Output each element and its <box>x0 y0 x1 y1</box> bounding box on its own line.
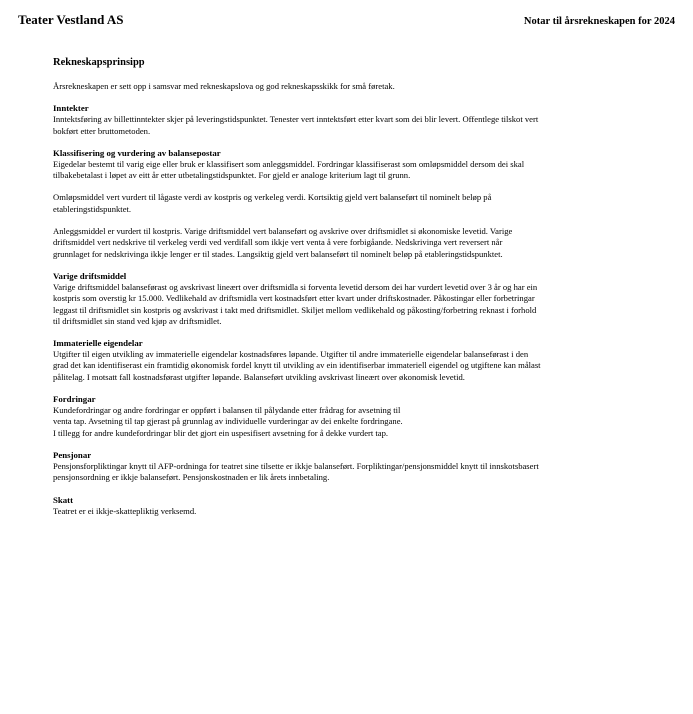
section-heading: Varige driftsmiddel <box>53 270 127 281</box>
company-name: Teater Vestland AS <box>18 12 124 27</box>
section-paragraph: Kundefordringar og andre fordringar er oppført i balansen til pålydande etter frådrag for avsetning til venta tap. Avsetning til tap gjerast på grunnlag av individuelle vurderingar av dei enkelte fordringane. I tillegg for andre kundefordringar blir det gjort ein uspesifisert avsetning for å dekke vurdert tap. <box>53 405 403 438</box>
section-inntekter <box>53 103 633 137</box>
section-heading: Fordringar <box>53 394 96 405</box>
section-paragraph: Inntektsføring av billettinntekter skjer på leveringstidspunktet. Tenester vert inntektsført etter kvart som dei blir levert. Offentlege tilskot vert bokført etter bruttometoden. <box>53 114 539 136</box>
section-paragraph: Omløpsmiddel vert vurdert til lågaste verdi av kostpris og verkeleg verdi. Kortsiktig gjeld vert balanseført til nominelt beløp på etableringstidspunktet. <box>53 192 492 214</box>
section-varige-driftsmiddel <box>53 271 633 327</box>
section-skatt <box>53 495 633 517</box>
section-paragraph: Teatret er ei ikkje-skattepliktig verksemd. <box>53 505 197 516</box>
section-paragraph: Varige driftsmiddel balanseførast og avskrivast lineært over driftsmidla si forventa levetid dersom dei har vurdert levetid over 3 år og har ein kostpris som overstig kr 15.000. Vedlikehald av driftsmidla vert kostnadsført etter kvart under driftskostnader. Påkostingar eller forbetringar leggast til driftsmidlet sin kostpris og avskrivast i takt med driftsmidlet. Skiljet mellom vedlikehald og påkosting/forbetring reknast i forhold til driftsmidlet sin stand ved kjøp av driftsmidlet. <box>53 281 538 326</box>
section-klassifisering <box>53 148 633 260</box>
section-fordringar <box>53 394 633 439</box>
document-title: Notar til årsrekneskapen for 2024 <box>523 16 675 27</box>
section-paragraph: Anleggsmiddel er vurdert til kostpris. Varige driftsmiddel vert balanseført og avskrive over driftsmidlet si økonomiske levetid. Varige driftsmiddel vert nedskrive til verkeleg verdi ved verdifall som ikkje vert venta å vere forbigåande. Nedskrivinga vert reversert når grunnlaget for nedskrivinga ikkje lenger er til stades. Langsiktig gjeld vert balanseført til nominelt beløp på etableringstidspunktet. <box>53 226 513 259</box>
section-heading: Immaterielle eigendelar <box>53 338 143 349</box>
section-paragraph: Eigedelar bestemt til varig eige eller bruk er klassifisert som anleggsmiddel. Fordringar klassifiserast som omløpsmiddel dersom dei skal tilbakebetalast i løpet av eitt år etter utbetalingstidspunktet. For gjeld er analoge kriterium lagt til grunn. <box>53 158 525 181</box>
section-pensjonar <box>53 450 633 484</box>
section-heading: Skatt <box>53 494 74 505</box>
section-paragraph: Utgifter til eigen utvikling av immaterielle eigendelar kostnadsføres løpande. Utgifter til andre immaterielle eigendelar balanseførast i den grad det kan identifiserast ein framtidig økonomisk fordel knytt til utvikling av ein identifiserbar immateriell eigendel og utgiftene kan målast pålitelag. I motsatt fall kostnadsførast utgifter løpande. Balanseført utvikling avskrivast lineært over økonomisk levetid. <box>53 349 541 382</box>
notes-content <box>53 57 633 528</box>
section-heading: Pensjonar <box>53 449 92 460</box>
section-title: Rekneskapsprinsipp <box>53 57 145 68</box>
intro-paragraph: Årsrekneskapen er sett opp i samsvar med rekneskapslova og god rekneskapsskikk for små føretak. <box>53 81 395 91</box>
section-paragraph: Pensjonsforpliktingar knytt til AFP-ordninga for teatret sine tilsette er ikkje balanseført. Forpliktingar/pensjonsmiddel knytt til innskotsbasert pensjonsordning er ikkje balanseført. Pensjonskostnaden er lik årets innbetaling. <box>53 460 539 483</box>
section-heading: Klassifisering og vurdering av balansepostar <box>53 147 221 158</box>
page-header <box>18 12 675 28</box>
section-immaterielle-eigendelar <box>53 338 633 383</box>
section-heading: Inntekter <box>53 103 89 114</box>
